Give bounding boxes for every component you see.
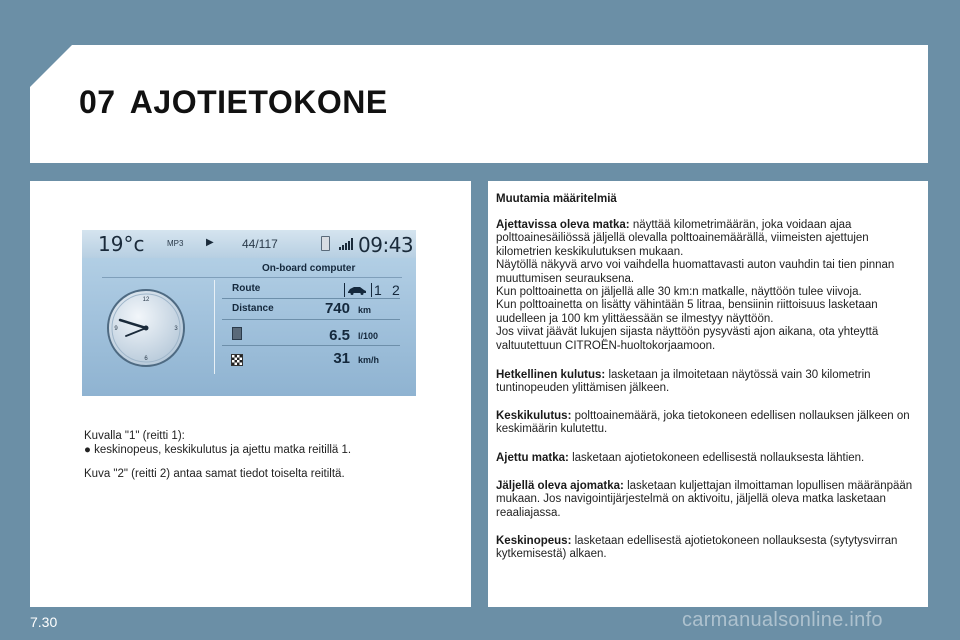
row-divider (222, 319, 400, 320)
checkered-flag-icon (231, 354, 243, 366)
display-vertical-divider (214, 280, 215, 374)
page-number: 7.30 (30, 614, 58, 630)
clock-number-9: 9 (114, 326, 118, 332)
car-icon (347, 285, 367, 295)
definition-instant-consumption: Hetkellinen kulutus: lasketaan ja ilmoitetaan näytössä vain 30 kilometrin tuntinopeuden ylittämisen jälkeen. (496, 369, 871, 395)
distance-unit: km (358, 305, 372, 315)
title-divider (102, 277, 402, 278)
analog-clock-icon (106, 288, 186, 368)
clock-time: 09:43 (358, 233, 414, 257)
consumption-unit: l/100 (358, 331, 379, 341)
definition-average-consumption: Keskikulutus: polttoainemäärä, joka tietokoneen edellisen nollauksen jälkeen on keskimäärin kulutettu. (496, 410, 910, 436)
consumption-value: 6.5 (329, 327, 350, 344)
chapter-title: 07 AJOTIETOKONE (79, 84, 388, 120)
definition-range: Ajettavissa oleva matka: näyttää kilometrimäärän, joka voidaan ajaa polttoainesäiliössä jäljellä olevalla polttoainemäärällä, viimeisten ajettujen kilometrien keskikulutuksen mukaan. Näytöllä näkyvä arvo voi vaihdella huomattavasti auton vauhdin tai tien pinnan muuttumisen seurauksena. Kun polttoainetta on jäljellä alle 30 km:n matkalle, näyttöön tulee viivoja. Kun polttoainetta on lisätty vähintään 5 litraa, bensiinin riittoisuus lasketaan uudelleen ja 100 km ylittäessään se ilmestyy näyttöön. Jos viivat jäävät lukujen sijasta näyttöön pysyvästi ajon aikana, ota yhteyttä valtuutettuun CITROËN-huoltokorjaamoon. (496, 219, 895, 352)
track-counter: 44/117 (242, 237, 278, 251)
route-1: 1 (374, 282, 382, 298)
speed-value: 31 (333, 350, 350, 367)
watermark: carmanualsonline.info (682, 609, 883, 631)
definition-distance-travelled: Ajettu matka: lasketaan ajotietokoneen edellisestä nollauksesta lähtien. (496, 452, 865, 464)
audio-source: MP3 (167, 239, 184, 248)
clock-number-12: 12 (142, 297, 150, 303)
caption-route-1: Kuvalla "1" (reitti 1): (84, 430, 185, 442)
route-label: Route (232, 283, 261, 294)
route-2: 2 (392, 282, 400, 298)
distance-label: Distance (232, 303, 274, 314)
fuel-pump-icon (232, 327, 242, 340)
display-status-bar (82, 230, 416, 258)
caption-route-2: Kuva "2" (reitti 2) antaa samat tiedot toiselta reitiltä. (84, 468, 345, 480)
temperature-readout: 19°c (98, 232, 145, 256)
play-icon: ▶ (206, 237, 214, 248)
speed-unit: km/h (358, 355, 380, 365)
distance-value: 740 (324, 300, 350, 317)
signal-icon (339, 238, 354, 250)
row-divider (222, 345, 400, 346)
display-title: On-board computer (262, 263, 356, 274)
bullet: ● (84, 444, 91, 456)
definition-remaining-distance: Jäljellä oleva ajomatka: lasketaan kuljettajan ilmoittaman lopullisen määränpään mukaan. Jos navigointijärjestelmä on aktivoitu, jäljellä oleva matka lasketaan reaaliajassa. (496, 480, 913, 519)
phone-icon (321, 236, 330, 251)
clock-number-3: 3 (174, 326, 178, 332)
clock-number-6: 6 (144, 356, 148, 362)
caption-bullet-line: ● keskinopeus, keskikulutus ja ajettu matka reitillä 1. (84, 444, 352, 456)
definitions-heading: Muutamia määritelmiä (496, 193, 617, 205)
onboard-computer-display (82, 230, 416, 396)
row-divider (222, 298, 400, 299)
definition-average-speed: Keskinopeus: lasketaan edellisestä ajotietokoneen nollauksesta (sytytysvirran kytkemisestä) alkaen. (496, 535, 898, 561)
